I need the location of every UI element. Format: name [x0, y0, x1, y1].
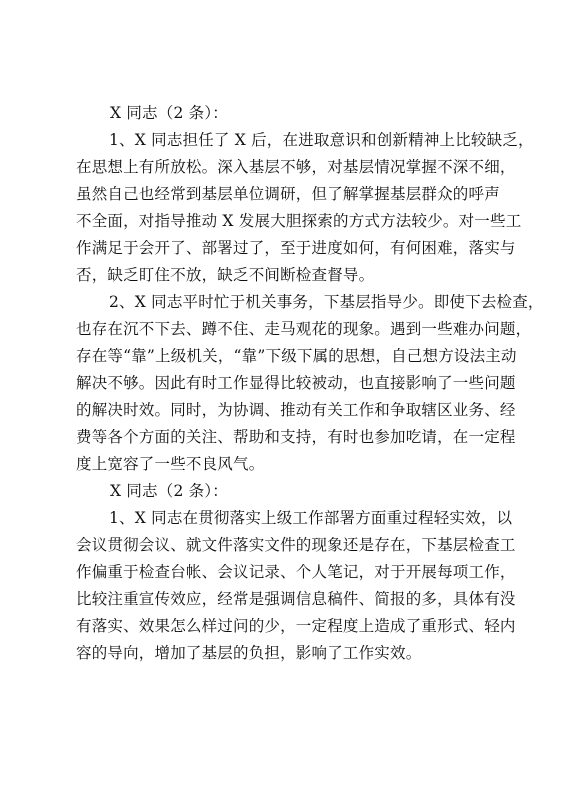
- section-heading-1: X 同志（2 条）：: [110, 104, 229, 122]
- paragraph-1-line-1: 1、X 同志担任了 X 后，在进取意识和创新精神上比较缺乏，: [109, 131, 534, 149]
- paragraph-1-line-6: 否，缺乏盯住不放，缺乏不间断检查督导。: [76, 266, 375, 284]
- paragraph-3-line-5: 有落实、效果怎么样过问的少，一定程度上造成了重形式、轻内: [76, 617, 516, 635]
- paragraph-2-line-3: 存在等“靠”上级机关，“靠”下级下属的思想，自己想方设法主动: [76, 347, 517, 365]
- paragraph-3-line-6: 容的导向，增加了基层的负担，影响了工作实效。: [76, 644, 422, 662]
- paragraph-2-line-7: 度上宽容了一些不良风气。: [76, 455, 265, 473]
- paragraph-3-line-1: 1、X 同志在贯彻落实上级工作部署方面重过程轻实效，以: [109, 509, 513, 527]
- paragraph-1-line-3: 虽然自己也经常到基层单位调研，但了解掌握基层群众的呼声: [76, 185, 500, 203]
- paragraph-2-line-4: 解决不够。因此有时工作显得比较被动，也直接影响了一些问题: [76, 374, 516, 392]
- paragraph-3-line-4: 比较注重宣传效应，经常是强调信息稿件、简报的多，具体有没: [76, 590, 516, 608]
- paragraph-2-line-6: 费等各个方面的关注、帮助和支持，有时也参加吃请，在一定程: [76, 428, 516, 446]
- paragraph-2-line-2: 也存在沉不下去、蹲不住、走马观花的现象。遇到一些难办问题，: [76, 320, 532, 338]
- document-body: [76, 100, 544, 667]
- paragraph-1-line-2: 在思想上有所放松。深入基层不够，对基层情况掌握不深不细，: [76, 158, 516, 176]
- paragraph-1-line-5: 作满足于会开了、部署过了，至于进度如何，有何困难，落实与: [76, 239, 516, 257]
- section-heading-2: X 同志（2 条）：: [110, 482, 229, 500]
- paragraph-2-line-5: 的解决时效。同时，为协调、推动有关工作和争取辖区业务、经: [76, 401, 516, 419]
- paragraph-1-line-4: 不全面，对指导推动 X 发展大胆探索的方式方法较少。对一些工: [76, 212, 522, 230]
- paragraph-3-line-2: 会议贯彻会议、就文件落实文件的现象还是存在，下基层检查工: [76, 536, 516, 554]
- paragraph-2-line-1: 2、X 同志平时忙于机关事务，下基层指导少。即使下去检查，: [109, 293, 544, 311]
- paragraph-3-line-3: 作偏重于检查台帐、会议记录、个人笔记，对于开展每项工作，: [76, 563, 516, 581]
